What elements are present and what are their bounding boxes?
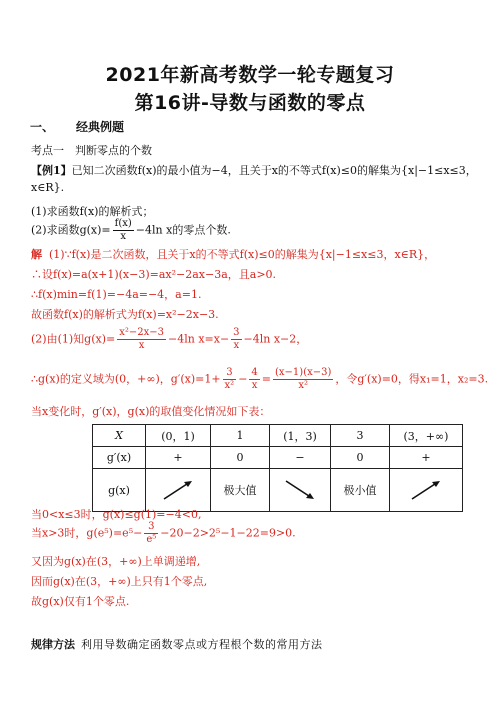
method-body: 利用导数确定函数零点或方程根个数的常用方法 <box>81 638 323 651</box>
solution-line-1: 解 (1)∵f(x)是二次函数，且关于x的不等式f(x)≤0的解集为{x|−1≤x≤3，x∈R}， <box>31 248 436 261</box>
table-cell: + <box>146 447 211 469</box>
table-cell: g(x) <box>93 469 146 512</box>
table-cell: 3 <box>331 425 390 447</box>
table-cell: 1 <box>211 425 270 447</box>
solution-line-3: ∴f(x)min=f(1)=−4a=−4，a=1. <box>31 288 202 301</box>
table-cell: 极大值 <box>211 469 270 512</box>
example-line-2: x∈R}. <box>31 181 65 194</box>
table-cell: g′(x) <box>93 447 146 469</box>
fraction: $\frac{(x-1)(x-3)}{\text{x²}}$ <box>275 367 332 391</box>
table-cell: + <box>390 447 463 469</box>
fraction: $\frac{4}{x}$ <box>251 367 258 391</box>
table-row <box>93 447 463 469</box>
kaodian-line: 考点一 判断零点的个数 <box>31 144 152 157</box>
variation-table <box>92 424 463 512</box>
solution-line-6: ∴g(x)的定义域为(0，+∞)，g′(x)=1+ $\frac{3}{\text{x²}}$ − $\frac{4}{x}$ = $\frac{(x-1)(x-3)}{\text{x²}}$ ，令g′(x)=0，得x₁=1，x₂=3. <box>31 367 489 391</box>
table-row <box>93 425 463 447</box>
conclusion-line-1: 当0<x≤3时，g(x)≤g(1)=−4<0, <box>31 508 202 521</box>
doc-title-line1: 2021年新高考数学一轮专题复习 <box>105 64 395 86</box>
table-cell: 0 <box>211 447 270 469</box>
conclusion-line-2: 当x>3时，g(e⁵)=e⁵− $\frac{3}{\text{e⁵}}$ −20−2>2⁵−1−22=9>0. <box>31 521 296 545</box>
fraction: $\frac{3}{\text{x²}}$ <box>224 367 235 391</box>
conclusion-line-3: 又因为g(x)在(3，+∞)上单调递增, <box>31 555 201 568</box>
table-cell: (1，3) <box>270 425 331 447</box>
question-2: (2)求函数g(x)= $\frac{f(x)}{x}$ −4ln x的零点个数. <box>31 218 231 242</box>
doc-title-line2: 第16讲-导数与函数的零点 <box>134 92 366 114</box>
fraction: $\frac{\text{x²−2x−3}}{x}$ <box>119 327 164 351</box>
table-cell: − <box>270 447 331 469</box>
example-text-a: 已知二次函数f(x)的最小值为−4，且关于x的不等式f(x)≤0的解集为{x|−1≤x≤3， <box>71 164 477 177</box>
method-line <box>31 636 323 652</box>
section-number: 一、 <box>30 120 55 134</box>
question-1: (1)求函数f(x)的解析式； <box>31 205 154 218</box>
table-cell: 极小值 <box>331 469 390 512</box>
solution-line-7: 当x变化时，g′(x)，g(x)的取值变化情况如下表： <box>31 405 271 418</box>
table-cell: (3，+∞) <box>390 425 463 447</box>
solution-line-4: 故函数f(x)的解析式为f(x)=x²−2x−3. <box>31 308 219 321</box>
decreasing-arrow-icon <box>283 478 317 502</box>
table-cell <box>270 469 331 512</box>
increasing-arrow-icon <box>409 478 443 502</box>
section-title: 经典例题 <box>76 120 125 134</box>
solution-label: 解 <box>31 248 42 261</box>
example-line-1 <box>31 162 477 178</box>
table-cell: 0 <box>331 447 390 469</box>
table-cell: X <box>93 425 146 447</box>
conclusion-line-4: 因而g(x)在(3，+∞)上只有1个零点, <box>31 575 208 588</box>
fraction: $\frac{f(x)}{x}$ <box>114 218 132 242</box>
method-heading: 规律方法 <box>31 638 75 651</box>
conclusion-line-5: 故g(x)仅有1个零点. <box>31 595 130 608</box>
fraction: $\frac{3}{\text{e⁵}}$ <box>146 521 157 545</box>
table-cell <box>390 469 463 512</box>
solution-line-5: (2)由(1)知g(x)= $\frac{\text{x²−2x−3}}{x}$ −4ln x=x− $\frac{3}{x}$ −4ln x−2， <box>31 327 308 351</box>
section-heading <box>30 118 124 135</box>
fraction: $\frac{3}{x}$ <box>233 327 240 351</box>
increasing-arrow-icon <box>161 478 195 502</box>
solution-line-2: ∴设f(x)=a(x+1)(x−3)=ax²−2ax−3a，且a>0. <box>31 268 277 281</box>
example-label: 【例1】 <box>31 164 72 177</box>
table-cell: (0，1) <box>146 425 211 447</box>
